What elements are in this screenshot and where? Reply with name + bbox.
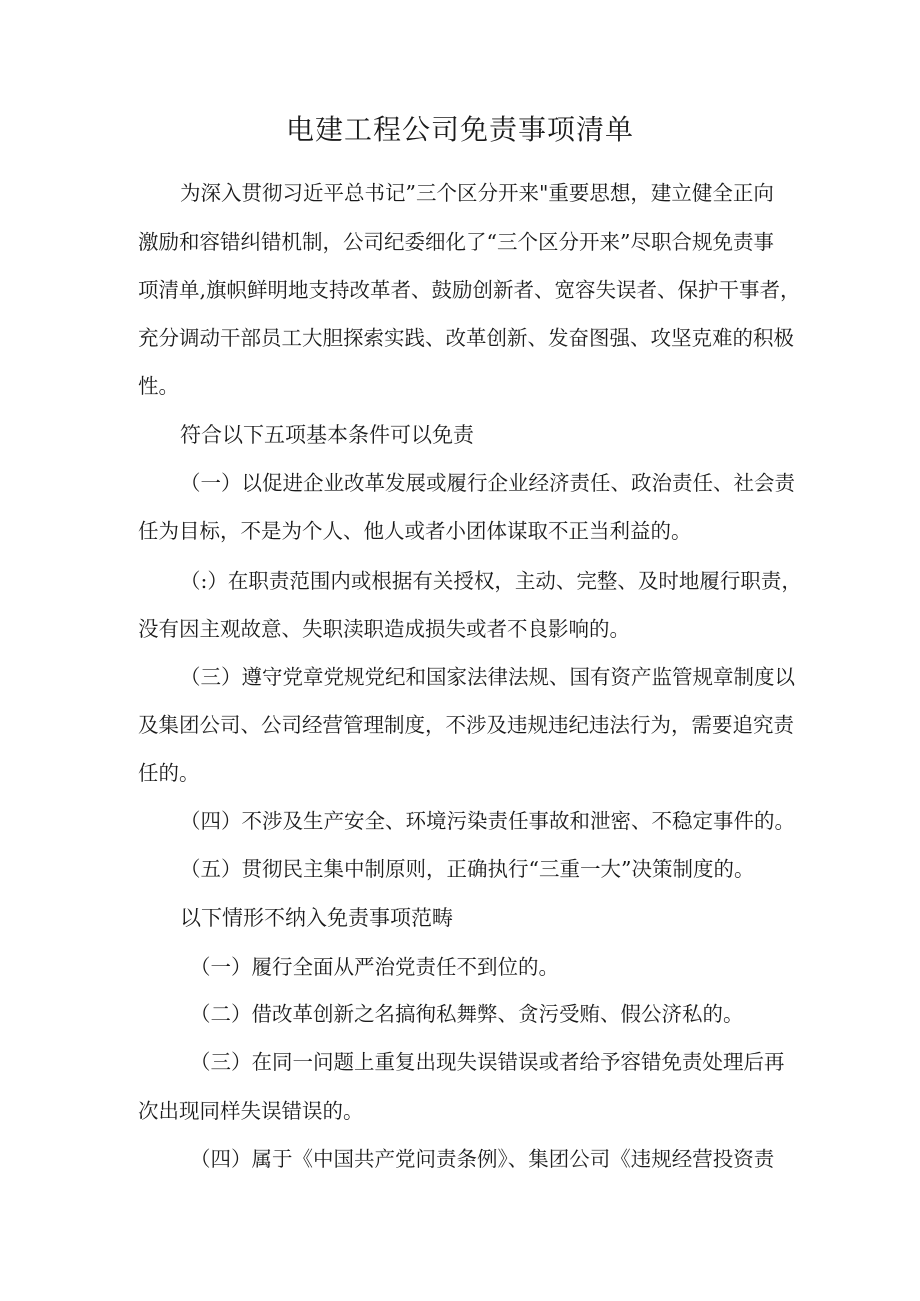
intro-line-2: 激励和容错纠错机制，公司纪委细化了“三个区分开来”尽职合规免责事 (138, 230, 774, 254)
section1-line-6: 及集团公司、公司经营管理制度，不涉及违规违纪违法行为，需要追究责 (138, 713, 794, 737)
section1-line-2: 任为目标，不是为个人、他人或者小团体谋取不正当利益的。 (138, 519, 692, 543)
section1-line-1: （一）以促进企业改革发展或履行企业经济责任、政治责任、社会责 (180, 471, 795, 495)
document-title: 电建工程公司免责事项清单 (285, 113, 634, 146)
intro-line-3: 项清单,旗帜鲜明地支持改革者、鼓励创新者、宽容失误者、保护干事者， (138, 278, 801, 302)
section1-heading: 符合以下五项基本条件可以免责 (180, 423, 474, 447)
section1-line-8: （四）不涉及生产安全、环境污染责任事故和泄密、不稳定事件的。 (180, 809, 795, 833)
section1-line-5: （三）遵守党章党规党纪和国家法律法规、国有资产监管规章制度以 (180, 665, 795, 689)
section2-line-1: （一）履行全面从严治党责任不到位的。 (190, 955, 559, 979)
intro-line-5: 性。 (138, 374, 179, 398)
section1-line-4: 没有因主观故意、失职渎职造成损失或者不良影响的。 (138, 617, 630, 641)
section2-heading: 以下情形不纳入免责事项范畴 (180, 906, 453, 930)
section2-line-5: （四）属于《中国共产党问责条例》、集团公司《违规经营投资责 (190, 1147, 775, 1171)
intro-line-4: 充分调动干部员工大胆探索实践、改革创新、发奋图强、攻坚克难的积极 (138, 326, 794, 350)
section1-line-7: 任的。 (138, 761, 200, 785)
section1-line-3: （:）在职责范围内或根据有关授权，主动、完整、及时地履行职责， (180, 569, 802, 593)
section2-line-3: （三）在同一问题上重复出现失误错误或者给予容错免责处理后再 (190, 1050, 785, 1074)
section1-line-9: （五）贯彻民主集中制原则，正确执行“三重一大”决策制度的。 (180, 857, 755, 881)
section2-line-2: （二）借改革创新之名搞徇私舞弊、贪污受贿、假公济私的。 (190, 1002, 744, 1026)
intro-line-1: 为深入贯彻习近平总书记”三个区分开来"重要思想，建立健全正向 (180, 181, 774, 205)
section2-line-4: 次出现同样失误错误的。 (138, 1099, 364, 1123)
